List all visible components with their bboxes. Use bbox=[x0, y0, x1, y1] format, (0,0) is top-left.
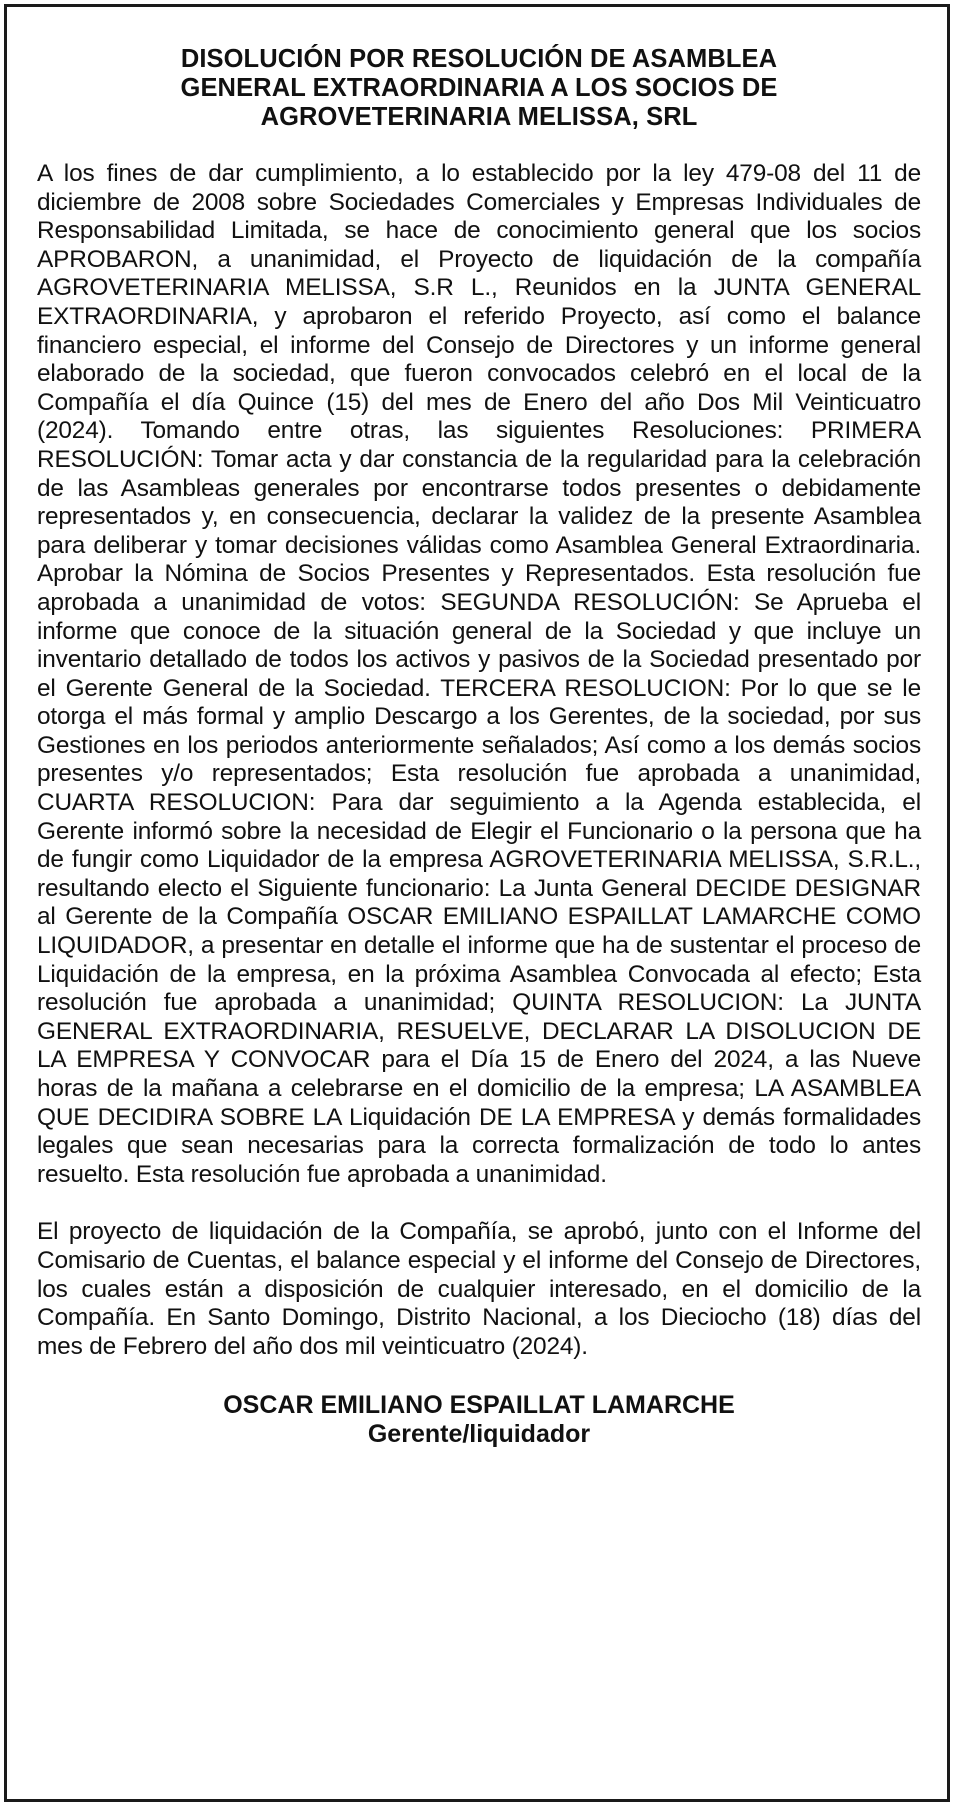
signature-name: OSCAR EMILIANO ESPAILLAT LAMARCHE bbox=[223, 1391, 735, 1420]
notice-paragraph-closing: El proyecto de liquidación de la Compañía, se aprobó, junto con el Informe del Comisario de Cuentas, el balance especial y el informe del Consejo de Directores, los cuales están a disposición de cualquier interesado, en el domicilio de la Compañía. En Santo Domingo, Distrito Nacional, a los Dieciocho (18) días del mes de Febrero del año dos mil veinticuatro (2024). bbox=[37, 1218, 921, 1360]
notice-title-line-2: GENERAL EXTRAORDINARIA A LOS SOCIOS DE bbox=[180, 74, 778, 102]
notice-title-line-1: DISOLUCIÓN POR RESOLUCIÓN DE ASAMBLEA bbox=[180, 45, 778, 73]
signature-role: Gerente/liquidador bbox=[367, 1420, 591, 1449]
notice-paragraph-resolutions: A los fines de dar cumplimiento, a lo establecido por la ley 479-08 del 11 de diciembre de 2008 sobre Sociedades Comerciales y Empresas Individuales de Responsabilidad Limitada, se hace de conocimiento general que los socios APROBARON, a unanimidad, el Proyecto de liquidación de la compañía AGROVETERINARIA MELISSA, S.R L., Reunidos en la JUNTA GENERAL EXTRAORDINARIA, y aprobaron el referido Proyecto, así como el balance financiero especial, el informe del Consejo de Directores y un informe general elaborado de la sociedad, que fueron convocados celebró en el local de la Compañía el día Quince (15) del mes de Enero del año Dos Mil Veinticuatro (2024). Tomando entre otras, las siguientes Resoluciones: PRIMERA RESOLUCIÓN: Tomar acta y dar constancia de la regularidad para la celebración de las Asambleas generales por encontrarse todos presentes o debidamente representados y, en consecuencia, declarar la validez de la presente Asamblea para deliberar y tomar decisiones válidas como Asamblea General Extraordinaria. Aprobar la Nómina de Socios Presentes y Representados. Esta resolución fue aprobada a unanimidad de votos: SEGUNDA RESOLUCIÓN: Se Aprueba el informe que conoce de la situación general de la Sociedad y que incluye un inventario detallado de todos los activos y pasivos de la Sociedad presentado por el Gerente General de la Sociedad. TERCERA RESOLUCION: Por lo que se le otorga el más formal y amplio Descargo a los Gerentes, de la sociedad, por sus Gestiones en los periodos anteriormente señalados; Así como a los demás socios presentes y/o representados; Esta resolución fue aprobada a unanimidad, CUARTA RESOLUCION: Para dar seguimiento a la Agenda establecida, el Gerente informó sobre la necesidad de Elegir el Funcionario o la persona que ha de fungir como Liquidador de la empresa AGROVETERINARIA MELISSA, S.R.L., resultando electo el Siguiente funcionario: La Junta General DECIDE DESIGNAR al Gerente de la Compañía OSCAR EMILIANO ESPAILLAT LAMARCHE COMO LIQUIDADOR, a presentar en detalle el informe que ha de sustentar el proceso de Liquidación de la empresa, en la próxima Asamblea Convocada al efecto; Esta resolución fue aprobada a unanimidad; QUINTA RESOLUCION: La JUNTA GENERAL EXTRAORDINARIA, RESUELVE, DECLARAR LA DISOLUCION DE LA EMPRESA Y CONVOCAR para el Día 15 de Enero del 2024, a las Nueve horas de la mañana a celebrarse en el domicilio de la empresa; LA ASAMBLEA QUE DECIDIRA SOBRE LA Liquidación DE LA EMPRESA y demás formalidades legales que sean necesarias para la correcta formalización de todo lo antes resuelto. Esta resolución fue aprobada a unanimidad. bbox=[37, 160, 921, 1188]
notice-border bbox=[4, 4, 950, 1802]
notice-title-line-3: AGROVETERINARIA MELISSA, SRL bbox=[260, 103, 698, 131]
notice-title bbox=[37, 45, 921, 132]
signature-block bbox=[37, 1391, 921, 1449]
notice-content bbox=[37, 45, 921, 1449]
